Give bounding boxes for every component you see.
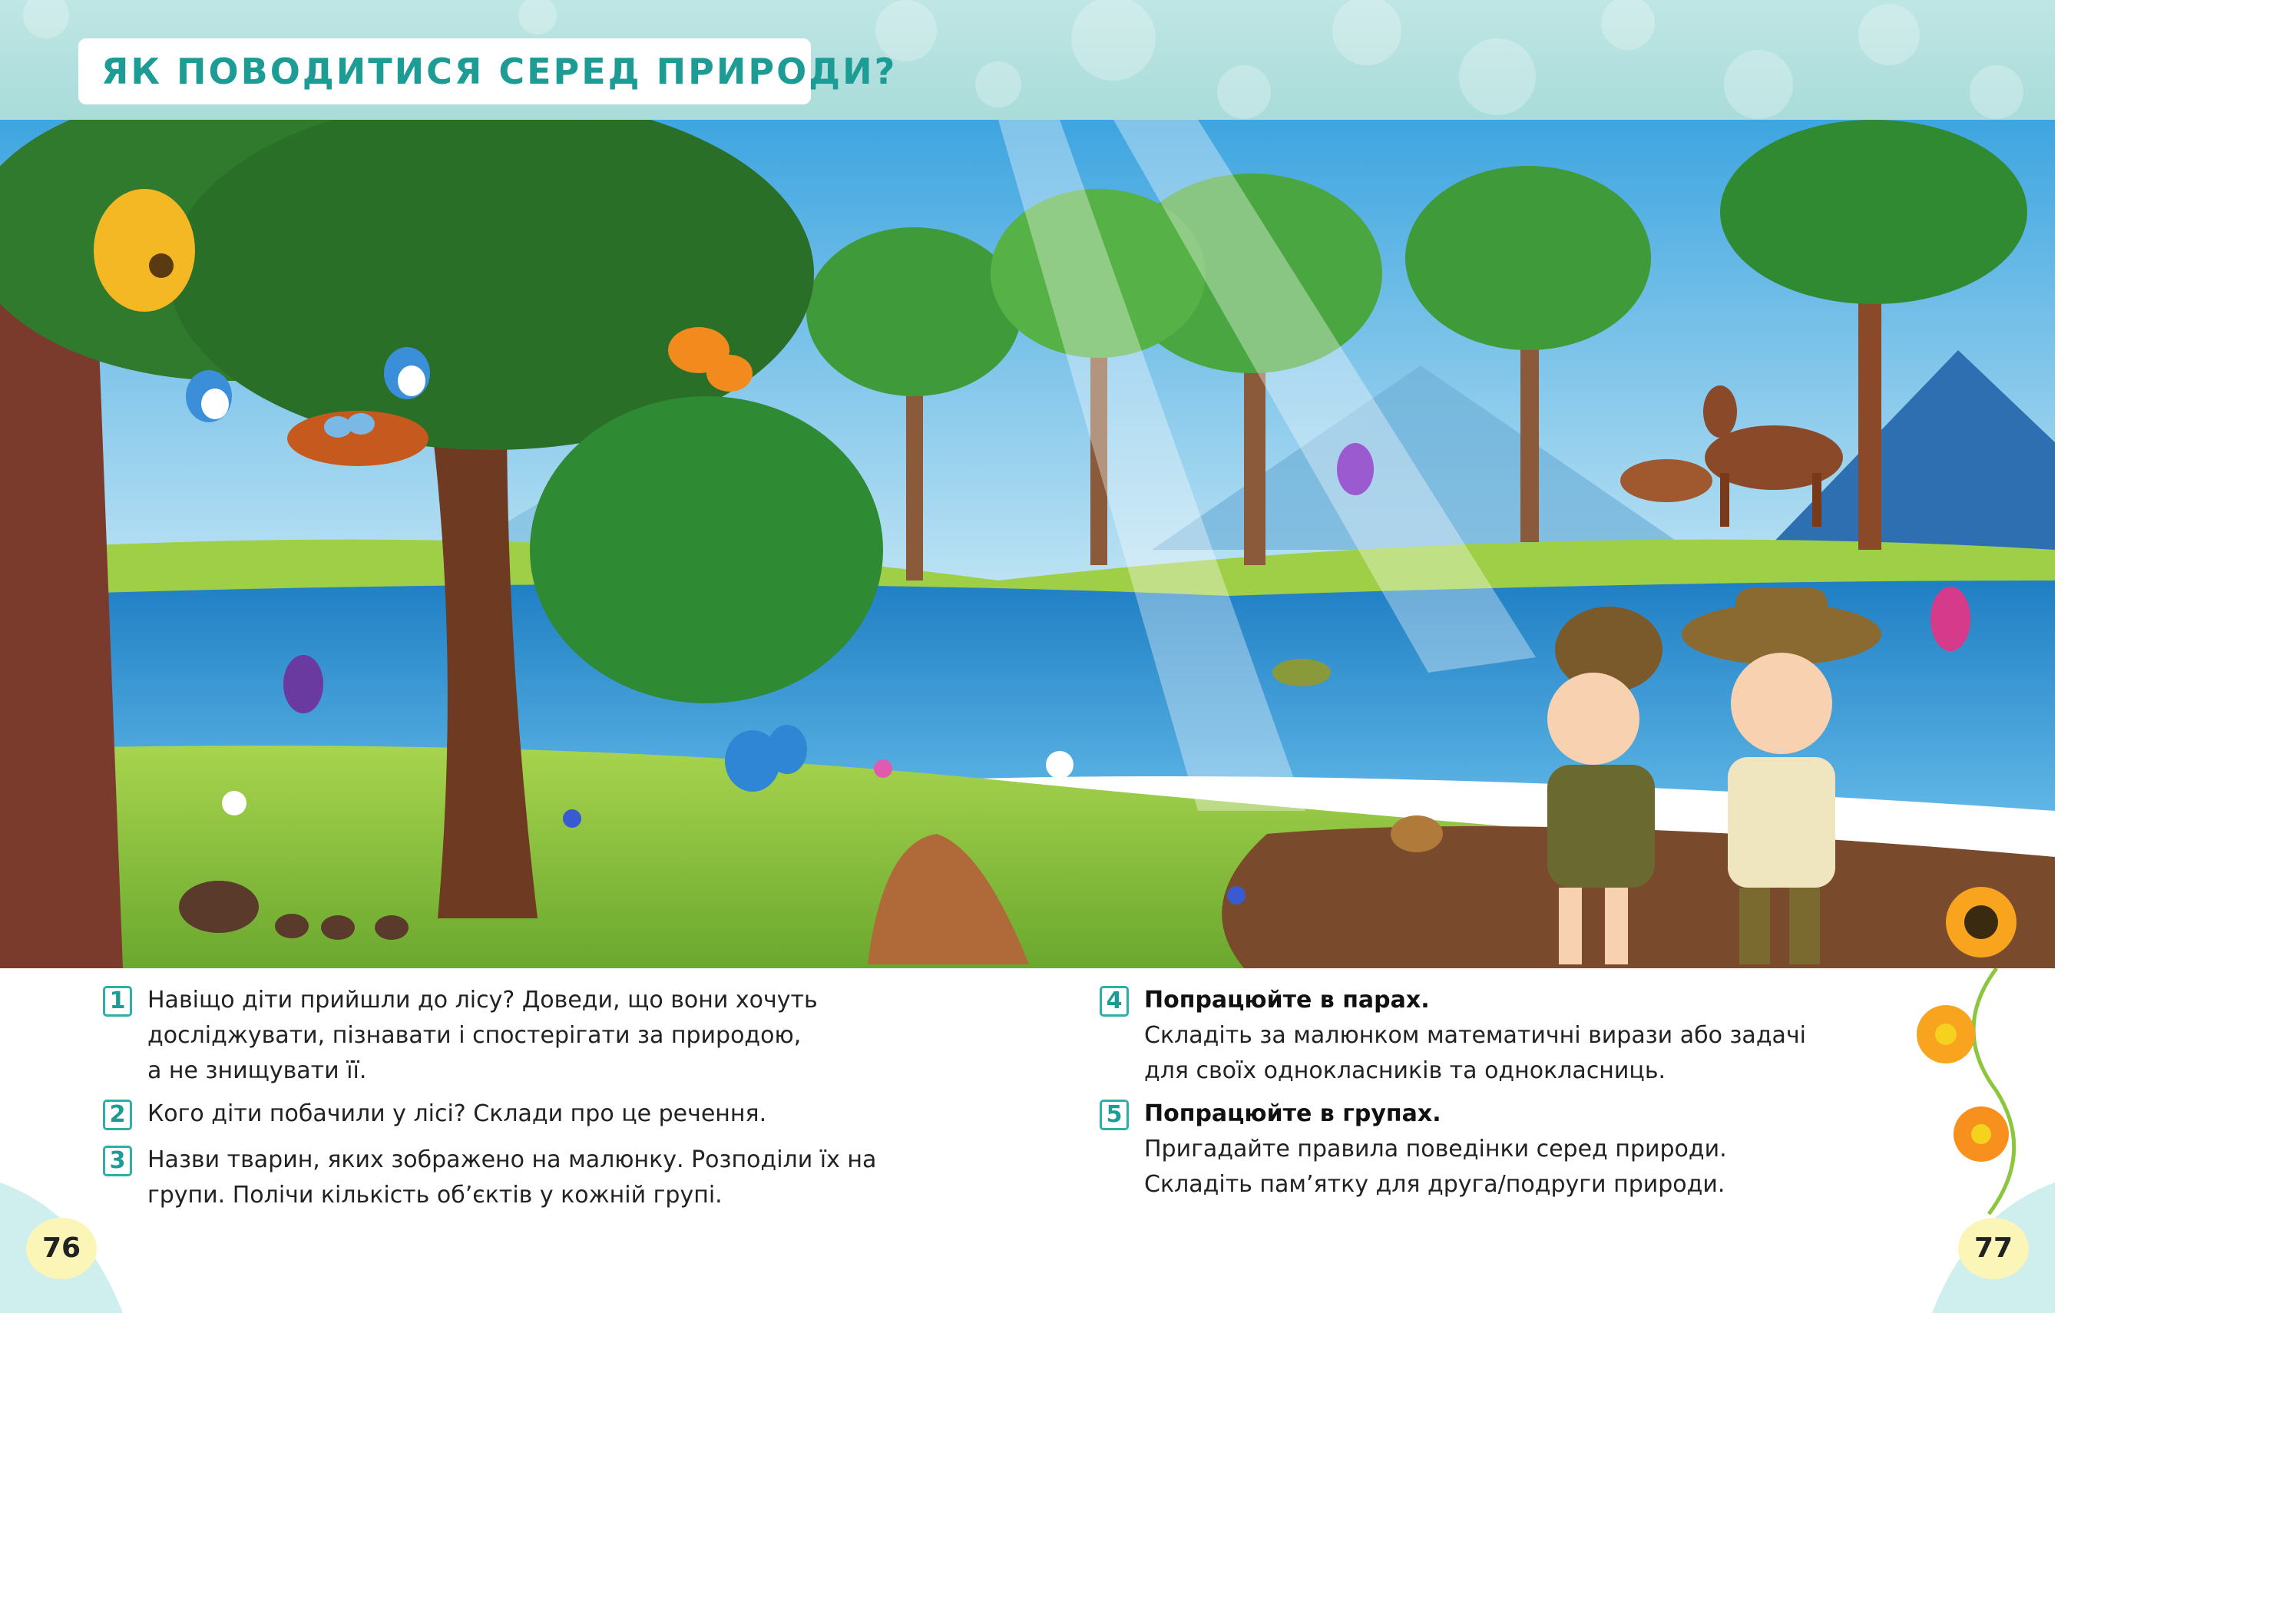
task-text: Навіщо діти прийшли до лісу? Доведи, що вони хочуть [147, 987, 818, 1014]
task-text: для своїх однокласників та однокласниць. [1144, 1057, 1666, 1084]
bird [186, 370, 232, 422]
header-band [0, 0, 2055, 120]
task-text: групи. Полічи кількість об’єктів у кожній групі. [147, 1182, 723, 1209]
task-text: Складіть за малюнком математичні вирази або задачі [1144, 1022, 1807, 1049]
title-box [78, 38, 898, 104]
flower-icon [1946, 887, 2016, 958]
task-heading: Попрацюйте в парах. [1144, 987, 1430, 1014]
task-text: досліджувати, пізнавати і спостерігати за природою, [147, 1022, 802, 1049]
task-number: 2 [103, 1100, 132, 1130]
page-number-right: 77 [1958, 1218, 2029, 1279]
task-number: 1 [103, 986, 132, 1017]
task-number: 5 [1100, 1100, 1129, 1130]
flower-icon [1954, 1106, 2009, 1162]
task-heading: Попрацюйте в групах. [1144, 1100, 1441, 1127]
fish [1272, 659, 1331, 686]
forest-scene-illustration [0, 120, 2055, 968]
page-title: ЯК ПОВОДИТИСЯ СЕРЕД ПРИРОДИ? [101, 51, 898, 92]
task-text: Назви тварин, яких зображено на малюнку. Розподіли їх на [147, 1146, 877, 1173]
task-text: Складіть пам’ятку для друга/подруги природи. [1144, 1171, 1725, 1198]
beehive [94, 189, 195, 312]
page-number-left: 76 [26, 1218, 97, 1279]
butterfly [283, 655, 323, 713]
butterfly [1930, 587, 1970, 651]
task-text: Пригадайте правила поведінки серед природи. [1144, 1136, 1727, 1163]
task-number: 4 [1100, 986, 1129, 1017]
task-number: 3 [103, 1146, 132, 1176]
tasks-area [0, 968, 2055, 1313]
butterfly [1337, 443, 1374, 495]
task-text: а не знищувати її. [147, 1057, 367, 1084]
bird [384, 347, 430, 399]
flower-icon [1917, 1005, 1975, 1063]
bird-nest [287, 411, 428, 466]
frog [1391, 815, 1443, 852]
task-text: Кого діти побачили у лісі? Склади про це речення. [147, 1100, 767, 1127]
